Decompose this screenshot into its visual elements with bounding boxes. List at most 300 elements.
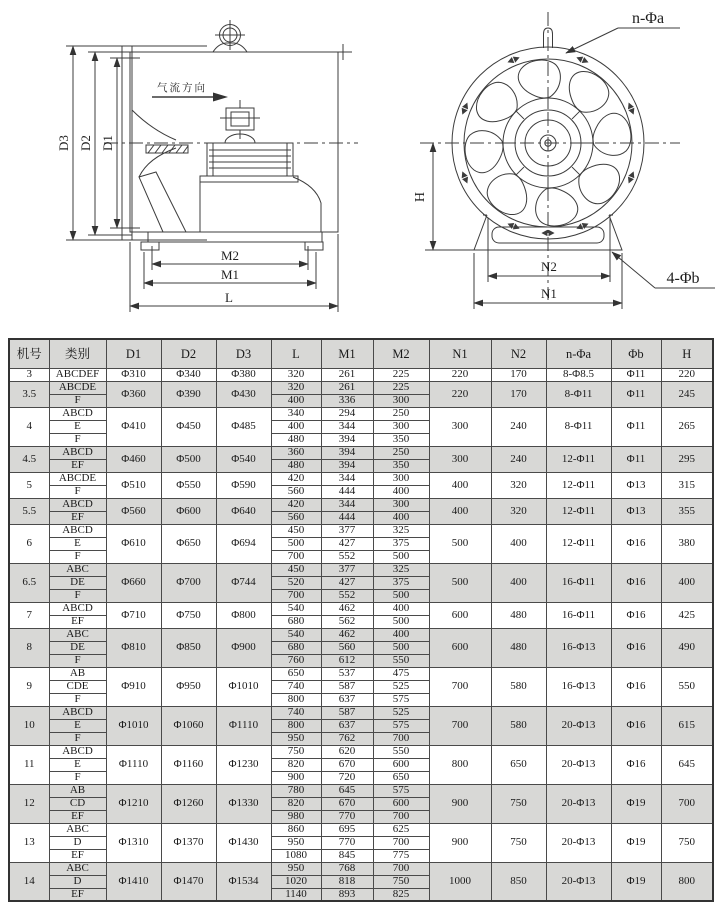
- cell-m1: 462: [321, 628, 373, 641]
- cell-m1: 670: [321, 797, 373, 810]
- cell-n1: 600: [429, 602, 491, 628]
- cell-category: D: [49, 875, 106, 888]
- cell-d2: Φ1060: [161, 706, 216, 745]
- cell-l: 1080: [271, 849, 321, 862]
- cell-m1: 537: [321, 667, 373, 680]
- cell-d2: Φ340: [161, 368, 216, 381]
- table-header-row: [9, 339, 713, 368]
- cell-l: 780: [271, 784, 321, 797]
- dim-label-d1: D1: [100, 135, 115, 151]
- cell-d1: Φ410: [106, 407, 161, 446]
- cell-category: AB: [49, 667, 106, 680]
- cell-m2: 575: [373, 719, 429, 732]
- cell-l: 400: [271, 420, 321, 433]
- cell-n2: 170: [491, 381, 546, 407]
- table-row: [9, 446, 713, 459]
- cell-m1: 394: [321, 433, 373, 446]
- cell-d3: Φ590: [216, 472, 271, 498]
- column-header-4: D3: [216, 339, 271, 368]
- cell-d2: Φ1160: [161, 745, 216, 784]
- cell-d2: Φ700: [161, 563, 216, 602]
- cell-m1: 336: [321, 394, 373, 407]
- cell-n-phi-a: 20-Φ13: [546, 706, 611, 745]
- cell-category: F: [49, 732, 106, 745]
- cell-n2: 480: [491, 602, 546, 628]
- cell-d1: Φ1110: [106, 745, 161, 784]
- cell-phi-b: Φ16: [611, 563, 661, 602]
- cell-category: DE: [49, 641, 106, 654]
- cell-n2: 480: [491, 628, 546, 667]
- cell-n1: 900: [429, 823, 491, 862]
- cell-category: ABCD: [49, 745, 106, 758]
- cell-m2: 350: [373, 459, 429, 472]
- column-header-1: 类别: [49, 339, 106, 368]
- cell-l: 360: [271, 446, 321, 459]
- cell-m1: 695: [321, 823, 373, 836]
- table-row: [9, 745, 713, 758]
- table-row: [9, 628, 713, 641]
- cell-l: 560: [271, 485, 321, 498]
- cell-d2: Φ1370: [161, 823, 216, 862]
- dimension-h: [425, 143, 480, 250]
- cell-d2: Φ600: [161, 498, 216, 524]
- cell-m2: 500: [373, 589, 429, 602]
- column-header-0: 机号: [9, 339, 49, 368]
- cell-d1: Φ510: [106, 472, 161, 498]
- cell-d3: Φ1330: [216, 784, 271, 823]
- cell-category: AB: [49, 784, 106, 797]
- junction-box: [220, 100, 260, 139]
- cell-category: F: [49, 485, 106, 498]
- cell-l: 820: [271, 797, 321, 810]
- cell-l: 680: [271, 615, 321, 628]
- cell-size: 12: [9, 784, 49, 823]
- cell-m2: 700: [373, 732, 429, 745]
- spec-table-body: [9, 368, 713, 901]
- cell-n1: 400: [429, 498, 491, 524]
- cell-category: ABCD: [49, 524, 106, 537]
- cell-category: ABCDEF: [49, 368, 106, 381]
- cell-m2: 750: [373, 875, 429, 888]
- cell-category: CD: [49, 797, 106, 810]
- cell-d3: Φ694: [216, 524, 271, 563]
- cell-m2: 700: [373, 836, 429, 849]
- cell-l: 420: [271, 498, 321, 511]
- cell-d3: Φ1230: [216, 745, 271, 784]
- cell-l: 320: [271, 381, 321, 394]
- cell-m1: 770: [321, 810, 373, 823]
- cell-category: F: [49, 433, 106, 446]
- cell-m2: 600: [373, 758, 429, 771]
- cell-d3: Φ800: [216, 602, 271, 628]
- cell-n2: 400: [491, 563, 546, 602]
- cell-d1: Φ710: [106, 602, 161, 628]
- cell-size: 9: [9, 667, 49, 706]
- table-row: [9, 784, 713, 797]
- table-row: [9, 563, 713, 576]
- cell-category: ABCDE: [49, 472, 106, 485]
- drawings-svg: [0, 0, 720, 336]
- cell-h: 315: [661, 472, 713, 498]
- cell-d2: Φ550: [161, 472, 216, 498]
- cell-l: 420: [271, 472, 321, 485]
- cell-l: 450: [271, 524, 321, 537]
- dim-label-d2: D2: [78, 135, 93, 151]
- cell-n-phi-a: 12-Φ11: [546, 446, 611, 472]
- cell-l: 740: [271, 706, 321, 719]
- column-header-9: N2: [491, 339, 546, 368]
- cell-m2: 375: [373, 576, 429, 589]
- column-header-8: N1: [429, 339, 491, 368]
- bolt-callout-leader: [566, 28, 680, 53]
- column-header-11: Φb: [611, 339, 661, 368]
- cell-m1: 620: [321, 745, 373, 758]
- cell-m1: 444: [321, 511, 373, 524]
- cell-m1: 261: [321, 381, 373, 394]
- cell-m2: 550: [373, 745, 429, 758]
- cell-l: 820: [271, 758, 321, 771]
- cell-m2: 500: [373, 550, 429, 563]
- cell-d2: Φ450: [161, 407, 216, 446]
- cell-d3: Φ744: [216, 563, 271, 602]
- cell-h: 245: [661, 381, 713, 407]
- cell-n2: 580: [491, 706, 546, 745]
- cell-d3: Φ1534: [216, 862, 271, 901]
- dimension-table-section: [0, 336, 720, 902]
- cell-d2: Φ1260: [161, 784, 216, 823]
- cell-category: ABC: [49, 563, 106, 576]
- cell-d2: Φ850: [161, 628, 216, 667]
- cell-n1: 300: [429, 446, 491, 472]
- cell-n2: 240: [491, 446, 546, 472]
- cell-category: ABCD: [49, 602, 106, 615]
- cell-category: EF: [49, 810, 106, 823]
- dim-label-n1: N1: [541, 286, 557, 301]
- cell-l: 520: [271, 576, 321, 589]
- cell-l: 950: [271, 732, 321, 745]
- airflow-direction-label: 气流方向: [157, 83, 207, 94]
- cell-d2: Φ750: [161, 602, 216, 628]
- cell-category: ABCD: [49, 446, 106, 459]
- cell-d1: Φ1210: [106, 784, 161, 823]
- table-row: [9, 368, 713, 381]
- cell-phi-b: Φ19: [611, 784, 661, 823]
- cell-size: 3: [9, 368, 49, 381]
- cell-l: 680: [271, 641, 321, 654]
- cell-phi-b: Φ19: [611, 823, 661, 862]
- cell-l: 480: [271, 433, 321, 446]
- fan-dimension-table: [8, 338, 714, 902]
- cell-n1: 220: [429, 381, 491, 407]
- cell-n1: 400: [429, 472, 491, 498]
- table-row: [9, 498, 713, 511]
- bolt-callout-label: n-Φa: [631, 10, 665, 27]
- cell-m1: 444: [321, 485, 373, 498]
- cell-m1: 770: [321, 836, 373, 849]
- table-row: [9, 706, 713, 719]
- cell-phi-b: Φ16: [611, 667, 661, 706]
- cell-size: 8: [9, 628, 49, 667]
- cell-category: ABC: [49, 823, 106, 836]
- dim-label-l: L: [225, 290, 233, 305]
- cell-l: 560: [271, 511, 321, 524]
- cell-n1: 1000: [429, 862, 491, 901]
- cell-size: 13: [9, 823, 49, 862]
- cell-d1: Φ1310: [106, 823, 161, 862]
- cell-h: 800: [661, 862, 713, 901]
- cell-n1: 500: [429, 524, 491, 563]
- cell-n2: 750: [491, 823, 546, 862]
- cell-n-phi-a: 12-Φ11: [546, 472, 611, 498]
- cell-n-phi-a: 20-Φ13: [546, 862, 611, 901]
- table-row: [9, 823, 713, 836]
- fan-casing-outline: [130, 52, 338, 232]
- cell-category: F: [49, 589, 106, 602]
- dim-label-d3: D3: [56, 135, 71, 151]
- cell-n2: 240: [491, 407, 546, 446]
- cell-category: F: [49, 394, 106, 407]
- cell-m1: 893: [321, 888, 373, 901]
- cell-h: 750: [661, 823, 713, 862]
- cell-m2: 500: [373, 615, 429, 628]
- cell-m1: 612: [321, 654, 373, 667]
- cell-d2: Φ950: [161, 667, 216, 706]
- cell-n-phi-a: 20-Φ13: [546, 745, 611, 784]
- cell-d3: Φ1110: [216, 706, 271, 745]
- cell-m2: 700: [373, 862, 429, 875]
- cell-n-phi-a: 12-Φ11: [546, 524, 611, 563]
- cell-n-phi-a: 8-Φ8.5: [546, 368, 611, 381]
- cell-category: DE: [49, 576, 106, 589]
- cell-size: 5.5: [9, 498, 49, 524]
- cell-h: 425: [661, 602, 713, 628]
- cell-phi-b: Φ16: [611, 602, 661, 628]
- cell-l: 950: [271, 862, 321, 875]
- cell-h: 220: [661, 368, 713, 381]
- cell-l: 700: [271, 550, 321, 563]
- cell-m1: 394: [321, 446, 373, 459]
- cell-m1: 394: [321, 459, 373, 472]
- cell-category: ABCD: [49, 706, 106, 719]
- cell-m1: 637: [321, 693, 373, 706]
- cell-n-phi-a: 16-Φ11: [546, 563, 611, 602]
- cell-m1: 645: [321, 784, 373, 797]
- cell-category: CDE: [49, 680, 106, 693]
- foot-hole-callout-label: 4-Φb: [666, 270, 700, 287]
- cell-phi-b: Φ11: [611, 446, 661, 472]
- cell-d1: Φ460: [106, 446, 161, 472]
- cell-l: 480: [271, 459, 321, 472]
- cell-category: ABCD: [49, 498, 106, 511]
- cell-l: 980: [271, 810, 321, 823]
- cell-l: 320: [271, 368, 321, 381]
- cell-l: 340: [271, 407, 321, 420]
- cell-m1: 818: [321, 875, 373, 888]
- cell-n-phi-a: 20-Φ13: [546, 823, 611, 862]
- cell-d3: Φ380: [216, 368, 271, 381]
- cell-m2: 575: [373, 784, 429, 797]
- cell-m1: 344: [321, 472, 373, 485]
- cell-m2: 400: [373, 485, 429, 498]
- cell-n2: 320: [491, 498, 546, 524]
- cell-m2: 325: [373, 563, 429, 576]
- cell-l: 500: [271, 537, 321, 550]
- cell-category: EF: [49, 459, 106, 472]
- cell-l: 800: [271, 719, 321, 732]
- cell-d3: Φ900: [216, 628, 271, 667]
- cell-h: 295: [661, 446, 713, 472]
- column-header-10: n-Φa: [546, 339, 611, 368]
- cell-m2: 825: [373, 888, 429, 901]
- cell-m1: 720: [321, 771, 373, 784]
- cell-l: 700: [271, 589, 321, 602]
- cell-d1: Φ610: [106, 524, 161, 563]
- cell-m2: 650: [373, 771, 429, 784]
- cell-phi-b: Φ16: [611, 745, 661, 784]
- cell-phi-b: Φ11: [611, 407, 661, 446]
- side-view-drawing: [66, 20, 358, 312]
- cell-category: E: [49, 719, 106, 732]
- cell-h: 550: [661, 667, 713, 706]
- cell-d2: Φ500: [161, 446, 216, 472]
- cell-category: F: [49, 550, 106, 563]
- cell-category: ABC: [49, 862, 106, 875]
- cell-n2: 650: [491, 745, 546, 784]
- cell-m2: 525: [373, 706, 429, 719]
- cell-phi-b: Φ13: [611, 498, 661, 524]
- column-header-12: H: [661, 339, 713, 368]
- table-row: [9, 524, 713, 537]
- cell-n-phi-a: 12-Φ11: [546, 498, 611, 524]
- cell-m1: 587: [321, 680, 373, 693]
- cell-size: 7: [9, 602, 49, 628]
- cell-m1: 552: [321, 589, 373, 602]
- cell-l: 400: [271, 394, 321, 407]
- cell-size: 6: [9, 524, 49, 563]
- cell-m1: 427: [321, 537, 373, 550]
- column-header-2: D1: [106, 339, 161, 368]
- cell-d2: Φ650: [161, 524, 216, 563]
- cell-m2: 250: [373, 407, 429, 420]
- cell-category: E: [49, 758, 106, 771]
- cell-d1: Φ810: [106, 628, 161, 667]
- cell-category: D: [49, 836, 106, 849]
- table-row: [9, 381, 713, 394]
- cell-d3: Φ640: [216, 498, 271, 524]
- cell-phi-b: Φ19: [611, 862, 661, 901]
- column-header-6: M1: [321, 339, 373, 368]
- cell-phi-b: Φ13: [611, 472, 661, 498]
- cell-m2: 625: [373, 823, 429, 836]
- table-row: [9, 667, 713, 680]
- cell-category: F: [49, 771, 106, 784]
- cell-n2: 320: [491, 472, 546, 498]
- cell-d3: Φ430: [216, 381, 271, 407]
- cell-category: E: [49, 420, 106, 433]
- cell-m2: 300: [373, 498, 429, 511]
- cell-d3: Φ1430: [216, 823, 271, 862]
- front-view-drawing: [420, 12, 715, 309]
- table-row: [9, 407, 713, 420]
- cell-m1: 845: [321, 849, 373, 862]
- motor: [200, 134, 298, 182]
- cell-d1: Φ1010: [106, 706, 161, 745]
- cell-n1: 600: [429, 628, 491, 667]
- cell-size: 10: [9, 706, 49, 745]
- cell-l: 900: [271, 771, 321, 784]
- cell-n1: 900: [429, 784, 491, 823]
- cell-m1: 560: [321, 641, 373, 654]
- technical-drawings: [0, 0, 720, 336]
- cell-m2: 300: [373, 472, 429, 485]
- cell-m1: 587: [321, 706, 373, 719]
- cell-l: 540: [271, 602, 321, 615]
- cell-category: EF: [49, 511, 106, 524]
- cell-n-phi-a: 16-Φ13: [546, 628, 611, 667]
- cell-d1: Φ660: [106, 563, 161, 602]
- cell-n-phi-a: 16-Φ11: [546, 602, 611, 628]
- cell-l: 860: [271, 823, 321, 836]
- cell-m2: 300: [373, 420, 429, 433]
- cell-m2: 400: [373, 602, 429, 615]
- cell-h: 700: [661, 784, 713, 823]
- cell-size: 11: [9, 745, 49, 784]
- cell-m2: 225: [373, 381, 429, 394]
- cell-phi-b: Φ11: [611, 381, 661, 407]
- table-row: [9, 602, 713, 615]
- cell-size: 6.5: [9, 563, 49, 602]
- cell-d3: Φ485: [216, 407, 271, 446]
- cell-h: 400: [661, 563, 713, 602]
- cell-category: EF: [49, 849, 106, 862]
- cell-m1: 768: [321, 862, 373, 875]
- cell-category: EF: [49, 888, 106, 901]
- cell-m2: 550: [373, 654, 429, 667]
- cell-h: 645: [661, 745, 713, 784]
- cell-category: E: [49, 537, 106, 550]
- cell-h: 355: [661, 498, 713, 524]
- cell-category: F: [49, 654, 106, 667]
- cell-category: EF: [49, 615, 106, 628]
- cell-l: 800: [271, 693, 321, 706]
- cell-n-phi-a: 8-Φ11: [546, 381, 611, 407]
- cell-d3: Φ540: [216, 446, 271, 472]
- cell-d1: Φ360: [106, 381, 161, 407]
- cell-h: 615: [661, 706, 713, 745]
- cell-l: 540: [271, 628, 321, 641]
- dim-label-h: H: [413, 191, 428, 203]
- cell-l: 750: [271, 745, 321, 758]
- table-row: [9, 472, 713, 485]
- cell-category: ABCDE: [49, 381, 106, 394]
- table-header: [9, 339, 713, 368]
- eyebolt: [213, 20, 247, 52]
- cell-h: 490: [661, 628, 713, 667]
- cell-n-phi-a: 8-Φ11: [546, 407, 611, 446]
- dim-label-m1: M1: [220, 267, 240, 282]
- cell-n-phi-a: 20-Φ13: [546, 784, 611, 823]
- cell-m2: 375: [373, 537, 429, 550]
- cell-n-phi-a: 16-Φ13: [546, 667, 611, 706]
- cell-m1: 670: [321, 758, 373, 771]
- dim-label-n2: N2: [541, 259, 557, 274]
- cell-phi-b: Φ16: [611, 706, 661, 745]
- cell-n1: 300: [429, 407, 491, 446]
- cell-l: 1140: [271, 888, 321, 901]
- cell-phi-b: Φ16: [611, 628, 661, 667]
- foot-hole-callout-leader: [612, 252, 715, 288]
- cell-n1: 800: [429, 745, 491, 784]
